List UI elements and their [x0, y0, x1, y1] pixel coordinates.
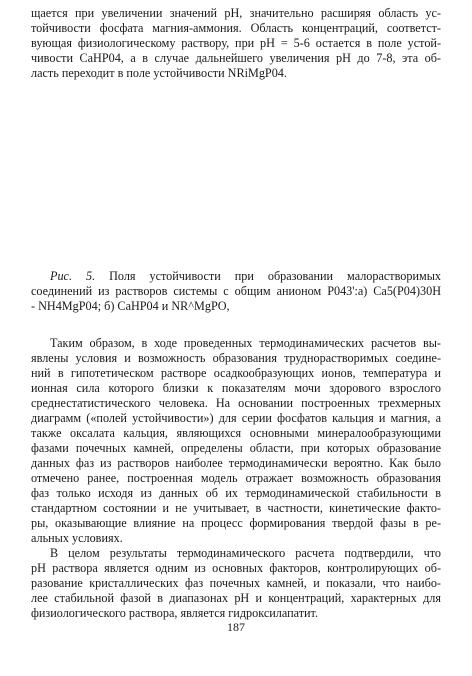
text-line: данных фаз из растворов наиболее термодинамически вероятно. Как было — [31, 456, 441, 470]
text-line: среднестатистического человека. На основании построенных трехмерных — [31, 396, 441, 410]
text-line: ний в гипотетическом растворе осадкообразующих ионов, температура и — [31, 366, 441, 380]
text-line: В целом результаты термодинамического расчета подтвердили, что — [50, 546, 441, 560]
caption-line: - NH4MgP04; б) CaHP04 и NR^MgPO, — [31, 299, 230, 313]
text-line: ласть переходит в поле устойчивости NRiMgP04. — [31, 66, 287, 80]
text-line: явлены условия и возможность образования труднорастворимых соедине- — [31, 351, 441, 365]
text-line: тойчивости фосфата магния-аммония. Область концентраций, соответст- — [31, 21, 441, 35]
text-line: разование кристаллических фаз почечных камней, и показали, что наибо- — [31, 576, 441, 590]
text-line: также оксалата кальция, являющихся основными минералообразующими — [31, 426, 441, 440]
text-line: фаз только исходя из данных об их термодинамической стабильности в — [31, 486, 441, 500]
caption-label: Рис. 5. — [50, 269, 96, 283]
text-line: физиологического раствора, является гидроксилапатит. — [31, 606, 319, 620]
text-line: альных условиях. — [31, 531, 123, 545]
text-line: лее стабильной фазой в диапазонах рН и концентраций, характерных для — [31, 591, 441, 605]
text-line: ионная сила которого близки к показателям мочи здорового взрослого — [31, 381, 441, 395]
figure-placeholder — [31, 98, 441, 263]
text-line: фазами почечных камней, определены области, при которых образование — [31, 441, 441, 455]
text-line: ры, оказывающие влияние на процесс формирования твердой фазы в ре- — [31, 516, 441, 530]
text-line: рН раствора является одним из основных факторов, контролирующих об- — [31, 561, 441, 575]
text-line: диаграмм («полей устойчивости») для серии фосфатов кальция и магния, а — [31, 411, 441, 425]
page-number: 187 — [227, 620, 245, 634]
text-line: вующая физиологическому раствору, при рН = 5-6 остается в поле устой- — [31, 36, 441, 50]
text-line: чивости CaHP04, а в случае дальнейшего увеличения рН до 7-8, эта об- — [31, 51, 441, 65]
caption-line — [50, 269, 441, 284]
text-line: отмечено ранее, построенная модель отражает возможность образования — [31, 471, 441, 485]
caption-line: соединений из растворов системы с общим анионом P043':a) Ca5(P04)30H — [31, 284, 441, 298]
caption-title: Поля устойчивости при образовании малорастворимых — [95, 269, 441, 283]
text-line: стандартном состоянии и не учитывает, в частности, кинетические факто- — [31, 501, 441, 515]
text-line: щается при увеличении значений рН, значительно расширяя область ус- — [31, 6, 441, 20]
text-line: Таким образом, в ходе проведенных термодинамических расчетов вы- — [50, 336, 441, 350]
